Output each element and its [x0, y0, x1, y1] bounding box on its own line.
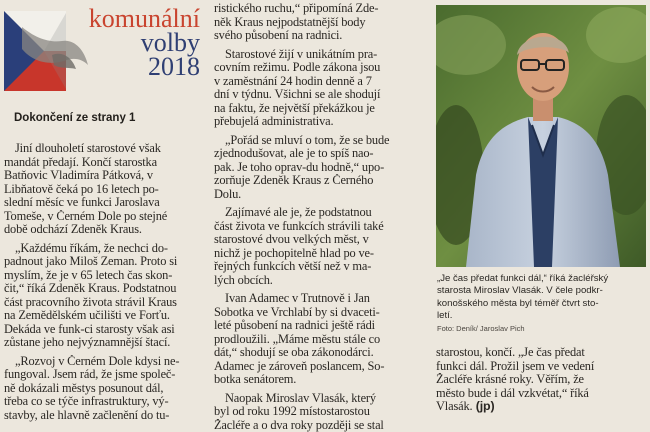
text-line: „Každému říkám, že nechci do- [4, 242, 206, 256]
text-line: „Rozvoj v Černém Dole kdysi ne- [4, 355, 206, 369]
text-line: pak. Je toho oprav-du hodně,“ upo- [214, 161, 424, 175]
text-line: přebujelá administrativa. [214, 115, 424, 129]
text-line: „Je čas předat funkci dál,“ říká žacléřský [437, 273, 647, 285]
text-line: Žacléře a o dva roky později se stal [214, 419, 424, 432]
text-line: část života ve funkcích strávili také [214, 220, 424, 234]
text-line: něk Kraus nejpodstatnější body [214, 16, 424, 30]
text-line: na Zemědělském učilišti ve Forťu. [4, 309, 206, 323]
text-line: konošského města byl téměř čtvrt sto- [437, 298, 647, 310]
text-line: čit,“ říká Zdeněk Kraus. Podstatnou [4, 282, 206, 296]
text-line: byl od roku 1992 místostarostou [214, 405, 424, 419]
logo-line2: volby [141, 28, 200, 57]
text-line: třeba co se týče infrastruktury, vý- [4, 395, 206, 409]
text-line: město bude i dál vzkvétat,“ říká [436, 387, 648, 401]
text-line: část pracovního života strávil Kraus [4, 296, 206, 310]
article-column-2 [214, 2, 424, 432]
text-line: leté působení na radnici ještě rádi [214, 319, 424, 333]
text-line: době odchází Zdeněk Kraus. [4, 223, 206, 237]
text-line: Vlasák. (jp) [436, 400, 648, 414]
text-line: zjednodušovat, ale je to spíš nao- [214, 147, 424, 161]
text-line: Libňatově čeká po 16 letech po- [4, 183, 206, 197]
text-line: prodloužili. „Máme městu stále co [214, 333, 424, 347]
author-signoff: (jp) [472, 400, 494, 413]
text-line: svého působení na radnici. [214, 29, 424, 43]
text-line: Starostové žijí v unikátním pra- [214, 48, 424, 62]
text-line: nichž je pochopitelně hlad po ve- [214, 247, 424, 261]
text-line: Sobotka ve Vrchlabí by si dvaceti- [214, 306, 424, 320]
logo-year: 2018 [148, 52, 200, 81]
text-line: starosta Miroslav Vlasák. V čele podkr- [437, 285, 647, 297]
text-line: letí. [437, 310, 647, 322]
text-line: slední měsíc ve funkci Jaroslava [4, 196, 206, 210]
text-line: „Pořád se mluví o tom, že se bude [214, 134, 424, 148]
text-line: Dolu. [214, 188, 424, 202]
text-line: fungoval. Jsem rád, že jsme společ- [4, 368, 206, 382]
text-line: Jiní dlouholetí starostové však [4, 142, 206, 156]
text-line: v zaměstnání 24 hodin denně a 7 [214, 75, 424, 89]
text-line: starostové dvou velkých měst, v [214, 233, 424, 247]
text-line: Dekáda ve funk-ci starosty však asi [4, 323, 206, 337]
text-line: na faktu, že největší překážkou je [214, 102, 424, 116]
text-line: Batňovic Vladimíra Pátková, v [4, 169, 206, 183]
text-line: Adamec je zároveň poslancem, So- [214, 360, 424, 374]
text-line: dát,“ shodují se oba zákonodárci. [214, 346, 424, 360]
election-logo [4, 3, 206, 95]
text-line: Ivan Adamec v Trutnově i Jan [214, 292, 424, 306]
text-line: Žacléře krásné roky. Věřím, že [436, 373, 648, 387]
text-line: padnout jako Miloš Zeman. Proto si [4, 255, 206, 269]
text-line: starostou, končí. „Je čas předat [436, 346, 648, 360]
photo-caption [437, 273, 647, 335]
caption-text [437, 273, 647, 323]
article-column-1 [4, 142, 206, 422]
photo-credit: Foto: Deník/ Jaroslav Pich [437, 324, 525, 333]
text-line: lých obcích. [214, 274, 424, 288]
text-line: stavby, ale hlavně začlenění do tu- [4, 409, 206, 423]
logo-line1: komunální [89, 7, 200, 31]
mayor-photo [436, 5, 646, 267]
text-line: ristického ruchu,“ připomíná Zde- [214, 2, 424, 16]
text-line: Zajímavé ale je, že podstatnou [214, 206, 424, 220]
continuation-heading: Dokončení ze strany 1 [14, 112, 135, 124]
text-line: ně dokázali městys posunout dál, [4, 382, 206, 396]
paragraph [214, 2, 424, 432]
czech-flag-graphic [4, 3, 94, 95]
text-line: covním režimu. Podle zákona jsou [214, 61, 424, 75]
text-line: řejných funkcích větší než v ma- [214, 260, 424, 274]
text-line: funkci dál. Prožil jsem ve vedení [436, 360, 648, 374]
text-line: Tomeše, v Černém Dole po stejné [4, 210, 206, 224]
text-line: Naopak Miroslav Vlasák, který [214, 392, 424, 406]
text-line: myslím, že je v 65 letech čas skon- [4, 269, 206, 283]
text-line: zorňuje Zdeněk Kraus z Černého [214, 174, 424, 188]
paragraph [4, 142, 206, 422]
text-line: zůstane jeho nejvýznamnější štací. [4, 336, 206, 350]
text-line: mandát předají. Končí starostka [4, 156, 206, 170]
text-line: botka senátorem. [214, 373, 424, 387]
text-line: dní v týdnu. Všichni se ale shodují [214, 88, 424, 102]
article-column-3 [436, 346, 648, 414]
paragraph [436, 346, 648, 414]
